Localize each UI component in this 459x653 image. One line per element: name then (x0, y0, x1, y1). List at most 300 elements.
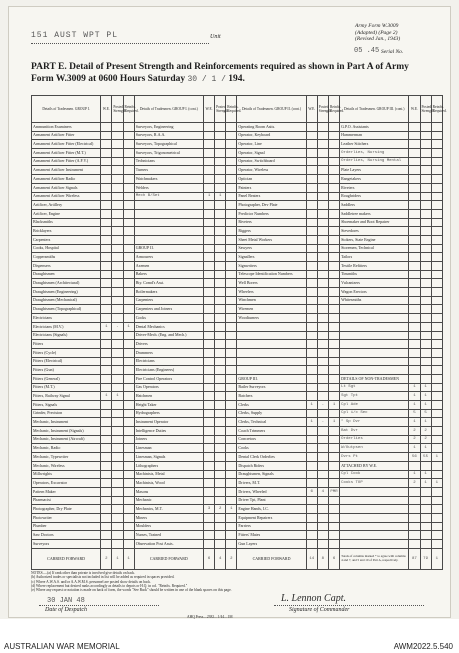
we-cell (306, 253, 317, 262)
form-ref-line1: Army Form W.3009 (355, 23, 399, 29)
posted-strength-cell (420, 192, 431, 201)
header-posted-strength: Posted Strength. (317, 96, 328, 123)
posted-strength-cell (215, 279, 226, 288)
we-cell (203, 418, 214, 427)
reinfts-required-cell (123, 383, 134, 392)
table-row (32, 123, 443, 132)
reinfts-required-cell (328, 366, 339, 375)
trade-name-group2-cont: Draughtsmen, Signals (237, 470, 306, 479)
reinfts-required-cell (123, 192, 134, 201)
we-cell (101, 444, 112, 453)
we-cell (409, 175, 420, 184)
we-cell (203, 166, 214, 175)
carried-forward-reinfts: 1 (431, 548, 442, 569)
reinfts-required-cell (123, 209, 134, 218)
reinfts-required-cell (328, 131, 339, 140)
posted-strength-cell: 1 (420, 418, 431, 427)
trade-name-group2-cont: Operating Room Astts. (237, 123, 306, 132)
table-row (32, 131, 443, 140)
table-row (32, 479, 443, 488)
reinfts-required-cell (328, 331, 339, 340)
trade-name-group1: Artificer, Engine (32, 209, 101, 218)
posted-strength-cell (317, 175, 328, 184)
carried-forward-posted: 79 (420, 548, 431, 569)
reinfts-required-cell (328, 279, 339, 288)
trade-name-group1: Fitters (Gun) (32, 366, 101, 375)
posted-strength-cell (420, 218, 431, 227)
trade-name-group2-cont: Wheelers (237, 288, 306, 297)
reinfts-required-cell (226, 453, 237, 462)
reinfts-required-cell (226, 461, 237, 470)
table-row (32, 235, 443, 244)
trade-name-group1: Fitters (32, 340, 101, 349)
trade-name-group1: Electricians (M.V.) (32, 322, 101, 331)
stamp-date: 05 .45 (354, 47, 380, 55)
posted-strength-cell (420, 366, 431, 375)
trade-name-group1: Mechanic, Instrument (Aircraft) (32, 435, 101, 444)
reinfts-required-cell (328, 522, 339, 531)
form-sheet (8, 6, 451, 618)
we-cell (203, 123, 214, 132)
we-cell (306, 331, 317, 340)
trade-name-group1: Draughtsmen (Architectural) (32, 279, 101, 288)
reinfts-required-cell (328, 218, 339, 227)
trade-name-group1-cont: Driver-Mech. (Eng. and Mech.) (134, 331, 203, 340)
trade-name-group1: Mechanic, Wireless (32, 461, 101, 470)
reinfts-required-cell (328, 166, 339, 175)
reinfts-required-cell (123, 262, 134, 271)
posted-strength-cell (112, 383, 123, 392)
table-row (32, 435, 443, 444)
header-posted-strength: Posted Strength. (112, 96, 123, 123)
reinfts-required-cell (123, 201, 134, 210)
printer-imprint: AHQ Press—2382—1/44—1M (187, 615, 233, 619)
table-row (32, 374, 443, 383)
reinfts-required-cell: 1 (431, 453, 442, 462)
signature-label: Signature of Commander (289, 607, 350, 613)
reinfts-required-cell (431, 183, 442, 192)
trade-name-group2-cont: Clerks, Supply (237, 409, 306, 418)
form-ref-line2: (Adapted) (Page 2) (355, 29, 398, 36)
reinfts-required-cell (328, 479, 339, 488)
reinfts-required-cell (431, 235, 442, 244)
we-cell (101, 175, 112, 184)
trade-name-group3-cont (340, 496, 409, 505)
posted-strength-cell (112, 461, 123, 470)
table-row (32, 183, 443, 192)
posted-strength-cell (215, 427, 226, 436)
reinfts-required-cell (123, 401, 134, 410)
trade-name-group2-cont: Operator, Signal (237, 149, 306, 158)
reinfts-required-cell (123, 348, 134, 357)
trade-name-group1: Coppersmiths (32, 253, 101, 262)
reinfts-required-cell (328, 513, 339, 522)
reinfts-required-cell (226, 244, 237, 253)
posted-strength-cell (112, 401, 123, 410)
trade-name-group1: Ammunition Examiners (32, 123, 101, 132)
trade-name-group2-cont: Drivers, Wheeled (237, 487, 306, 496)
trade-name-group1: Pattern Maker (32, 487, 101, 496)
trade-name-group2-cont: Signwriters (237, 262, 306, 271)
we-cell (409, 357, 420, 366)
trade-name-group1: Millwrights (32, 470, 101, 479)
reinfts-required-cell (123, 513, 134, 522)
trade-name-group2-cont: Winchmen (237, 296, 306, 305)
table-row (32, 470, 443, 479)
table-row (32, 175, 443, 184)
trade-name-group3-cont (340, 513, 409, 522)
posted-strength-cell (317, 531, 328, 540)
carried-forward-reinfts: 6 (328, 548, 339, 569)
we-cell (203, 157, 214, 166)
trade-name-group3-cont: Hammerman (340, 131, 409, 140)
trade-name-group3-cont: Stokers, State Engine (340, 235, 409, 244)
we-cell (409, 227, 420, 236)
trade-name-group3-cont: Plate Layers (340, 166, 409, 175)
reinfts-required-cell (123, 175, 134, 184)
trade-name-group1: Electricians (Signals) (32, 331, 101, 340)
reinfts-required-cell (431, 505, 442, 514)
unit-field: 151 AUST WPT PL (31, 31, 209, 44)
reinfts-required-cell (431, 201, 442, 210)
reinfts-required-cell (431, 218, 442, 227)
we-cell (409, 235, 420, 244)
trade-name-group1: Mechanic, Radio (32, 444, 101, 453)
reinfts-required-cell (328, 409, 339, 418)
posted-strength-cell (215, 305, 226, 314)
trade-name-group1-cont: Carpenters (134, 296, 203, 305)
reinfts-required-cell (431, 531, 442, 540)
reinfts-required-cell (226, 183, 237, 192)
trade-name-group1-cont: Instrument Operator (134, 418, 203, 427)
posted-strength-cell (112, 513, 123, 522)
posted-strength-cell: 1 (420, 392, 431, 401)
table-row (32, 288, 443, 297)
we-cell (306, 374, 317, 383)
posted-strength-cell (112, 235, 123, 244)
posted-strength-cell (112, 253, 123, 262)
trade-name-group1-cont: Bakers (134, 270, 203, 279)
carried-forward-label: CARRIED FORWARD (134, 548, 203, 569)
despatch-label: Date of Despatch (45, 607, 87, 613)
trade-name-group2-cont: Operator, Wireless (237, 166, 306, 175)
we-cell (409, 244, 420, 253)
reinfts-required-cell (123, 531, 134, 540)
we-cell (306, 383, 317, 392)
reinfts-required-cell (328, 183, 339, 192)
we-cell (101, 418, 112, 427)
posted-strength-cell (112, 140, 123, 149)
reinfts-required-cell (328, 244, 339, 253)
we-cell (101, 540, 112, 549)
we-cell (101, 270, 112, 279)
posted-strength-cell (215, 392, 226, 401)
trade-name-group1-cont: Turners (134, 166, 203, 175)
reinfts-required-cell (226, 175, 237, 184)
posted-strength-cell (317, 123, 328, 132)
reinfts-required-cell (226, 348, 237, 357)
trade-name-group3-cont: Leather Stitchers (340, 140, 409, 149)
reinfts-required-cell (431, 374, 442, 383)
reinfts-required-cell (431, 262, 442, 271)
posted-strength-cell (420, 270, 431, 279)
reinfts-required-cell (123, 296, 134, 305)
we-cell (101, 235, 112, 244)
posted-strength-cell (112, 244, 123, 253)
reinfts-required-cell (431, 383, 442, 392)
reinfts-required-cell (226, 409, 237, 418)
posted-strength-cell (215, 435, 226, 444)
reinfts-required-cell (328, 322, 339, 331)
reinfts-required-cell: 1 (431, 479, 442, 488)
trade-name-group2-cont: Cooks (237, 444, 306, 453)
header-detail-group1: Details of Tradesmen. GROUP I. (32, 96, 101, 123)
table-row (32, 383, 443, 392)
trade-name-group3-cont (340, 348, 409, 357)
trade-name-group2-cont: Driver Tpt, Plant (237, 496, 306, 505)
we-cell (409, 183, 420, 192)
header-detail-group3-cont: Details of Tradesmen. GROUP III. (cont.) (340, 96, 409, 123)
reinfts-required-cell (226, 149, 237, 158)
trade-name-group3-cont: Rangetakers (340, 175, 409, 184)
trade-name-group3-cont (340, 314, 409, 323)
posted-strength-cell (420, 505, 431, 514)
reinfts-required-cell (123, 461, 134, 470)
trade-name-group3-cont: G.P.O. Assistants (340, 123, 409, 132)
header-reinfts-required: Reinfts. Required. (328, 96, 339, 123)
trade-name-group3-cont: Orderlies (340, 435, 409, 444)
trade-name-group2-cont: Engine Hands, I.C. (237, 505, 306, 514)
reinfts-required-cell (328, 540, 339, 549)
reinfts-required-cell (226, 253, 237, 262)
we-cell (203, 435, 214, 444)
reinfts-required-cell (328, 427, 339, 436)
trade-name-group3-cont: " Sp Dvr (340, 418, 409, 427)
reinfts-required-cell (431, 157, 442, 166)
reinfts-required-cell (123, 331, 134, 340)
reinfts-required-cell (226, 340, 237, 349)
reinfts-required-cell: 1 (328, 418, 339, 427)
reinfts-required-cell (123, 540, 134, 549)
trade-name-group1: Fitters (M.T.) (32, 383, 101, 392)
carried-forward-we: 6 (203, 548, 214, 569)
trade-name-group3-cont (340, 340, 409, 349)
we-cell (409, 461, 420, 470)
we-cell (409, 374, 420, 383)
reinfts-required-cell (226, 357, 237, 366)
trade-name-group3-cont: Saddlers (340, 201, 409, 210)
posted-strength-cell (317, 253, 328, 262)
trade-name-group2-cont: Dental Clerk Orderlies (237, 453, 306, 462)
reinfts-required-cell (328, 340, 339, 349)
form-reference (355, 23, 400, 43)
table-row (32, 540, 443, 549)
reinfts-required-cell (328, 435, 339, 444)
trade-name-group1-cont: Dental Mechanics (134, 322, 203, 331)
posted-strength-cell (215, 374, 226, 383)
posted-strength-cell (112, 418, 123, 427)
trade-name-group1-cont: Surveyors, Engineering (134, 123, 203, 132)
posted-strength-cell (215, 270, 226, 279)
we-cell (306, 227, 317, 236)
we-cell (306, 453, 317, 462)
reinfts-required-cell (431, 435, 442, 444)
table-row (32, 453, 443, 462)
posted-strength-cell (215, 149, 226, 158)
posted-strength-cell (420, 209, 431, 218)
we-cell (101, 453, 112, 462)
we-cell (409, 487, 420, 496)
we-cell: 1 (409, 470, 420, 479)
table-row (32, 340, 443, 349)
trade-name-group3-cont (340, 531, 409, 540)
reinfts-required-cell (328, 123, 339, 132)
posted-strength-cell (317, 409, 328, 418)
we-cell (203, 218, 214, 227)
trade-name-group1: Draughtsmen (Mechanical) (32, 296, 101, 305)
reinfts-required-cell (431, 366, 442, 375)
we-cell (101, 340, 112, 349)
trade-name-group2-cont (237, 331, 306, 340)
we-cell (409, 522, 420, 531)
posted-strength-cell (317, 201, 328, 210)
posted-strength-cell (420, 123, 431, 132)
reinfts-required-cell (123, 157, 134, 166)
posted-strength-cell (317, 149, 328, 158)
posted-strength-cell: 1 (112, 392, 123, 401)
reinfts-required-cell (123, 227, 134, 236)
trade-name-group1: Grinder, Precision (32, 409, 101, 418)
trade-name-group1-cont: Watchmakers (134, 175, 203, 184)
trade-name-group2-cont (237, 322, 306, 331)
reinfts-required-cell (226, 331, 237, 340)
we-cell (203, 314, 214, 323)
trade-name-group2-cont: Operator, Switchboard (237, 157, 306, 166)
trade-name-group1: Armament Artificer Fitter (Electrical) (32, 140, 101, 149)
trade-name-group3-cont: Vulcanizers (340, 279, 409, 288)
we-cell (101, 288, 112, 297)
posted-strength-cell (317, 522, 328, 531)
reinfts-required-cell (226, 374, 237, 383)
we-cell (306, 175, 317, 184)
reinfts-required-cell (123, 357, 134, 366)
trade-name-group3-cont: Cooks TOP (340, 479, 409, 488)
reinfts-required-cell (431, 322, 442, 331)
posted-strength-cell: 55 (420, 453, 431, 462)
we-cell (101, 357, 112, 366)
trade-name-group1: Photowriter (32, 513, 101, 522)
posted-strength-cell (215, 209, 226, 218)
reinfts-required-cell (328, 374, 339, 383)
posted-strength-cell (317, 505, 328, 514)
header-reinfts-required: Reinfts. Required. (123, 96, 134, 123)
trade-name-group1: Armament Artificer Fitter (32, 131, 101, 140)
reinfts-required-cell: PMR (328, 487, 339, 496)
reinfts-required-cell (123, 479, 134, 488)
posted-strength-cell (317, 366, 328, 375)
reinfts-required-cell (226, 427, 237, 436)
we-cell (306, 357, 317, 366)
posted-strength-cell (112, 270, 123, 279)
posted-strength-cell (420, 487, 431, 496)
we-cell (409, 262, 420, 271)
posted-strength-cell (112, 279, 123, 288)
we-cell (101, 522, 112, 531)
reinfts-required-cell (431, 392, 442, 401)
posted-strength-cell (215, 244, 226, 253)
trade-name-group2-cont (237, 357, 306, 366)
trade-name-group2-cont: Clerks, Technical (237, 418, 306, 427)
reinfts-required-cell (123, 366, 134, 375)
we-cell (409, 149, 420, 158)
table-row (32, 253, 443, 262)
we-cell (203, 227, 214, 236)
reinfts-required-cell (328, 531, 339, 540)
posted-strength-cell (420, 166, 431, 175)
reinfts-required-cell (123, 288, 134, 297)
posted-strength-cell (112, 305, 123, 314)
trade-name-group2-cont: Farriers (237, 522, 306, 531)
reinfts-required-cell (328, 496, 339, 505)
posted-strength-cell (317, 357, 328, 366)
reinfts-required-cell (431, 288, 442, 297)
trade-name-group2-cont: Predictor Numbers (237, 209, 306, 218)
we-cell (203, 496, 214, 505)
posted-strength-cell (420, 522, 431, 531)
posted-strength-cell (112, 340, 123, 349)
we-cell (409, 270, 420, 279)
trade-name-group1: Draughtsmen (Engineering) (32, 288, 101, 297)
we-cell (306, 409, 317, 418)
trade-name-group3-cont (340, 487, 409, 496)
table-row (32, 531, 443, 540)
posted-strength-cell (215, 348, 226, 357)
we-cell (409, 331, 420, 340)
we-cell (306, 531, 317, 540)
carried-forward-label: CARRIED FORWARD (237, 548, 306, 569)
reinfts-required-cell (328, 253, 339, 262)
reinfts-required-cell (431, 123, 442, 132)
reinfts-required-cell (123, 470, 134, 479)
posted-strength-cell (420, 253, 431, 262)
posted-strength-cell (112, 201, 123, 210)
header-posted-strength: Posted Strength. (420, 96, 431, 123)
reinfts-required-cell (431, 487, 442, 496)
we-cell (409, 140, 420, 149)
table-row (32, 505, 443, 514)
we-cell (101, 183, 112, 192)
reinfts-required-cell (431, 192, 442, 201)
we-cell (101, 505, 112, 514)
posted-strength-cell (112, 296, 123, 305)
form-notes (31, 571, 441, 592)
reinfts-required-cell (431, 209, 442, 218)
we-cell (101, 227, 112, 236)
posted-strength-cell (317, 235, 328, 244)
reinfts-required-cell (226, 288, 237, 297)
posted-strength-cell (112, 157, 123, 166)
trade-name-group1-cont (134, 227, 203, 236)
posted-strength-cell (317, 314, 328, 323)
we-cell (409, 209, 420, 218)
posted-strength-cell (215, 288, 226, 297)
trade-name-group1: Fitters (Cycle) (32, 348, 101, 357)
reinfts-required-cell (226, 513, 237, 522)
posted-strength-cell (112, 314, 123, 323)
trade-name-group3-cont: Shoemaker and Boot Repairer (340, 218, 409, 227)
reinfts-required-cell (431, 175, 442, 184)
trade-name-group2-cont: Painters (237, 183, 306, 192)
